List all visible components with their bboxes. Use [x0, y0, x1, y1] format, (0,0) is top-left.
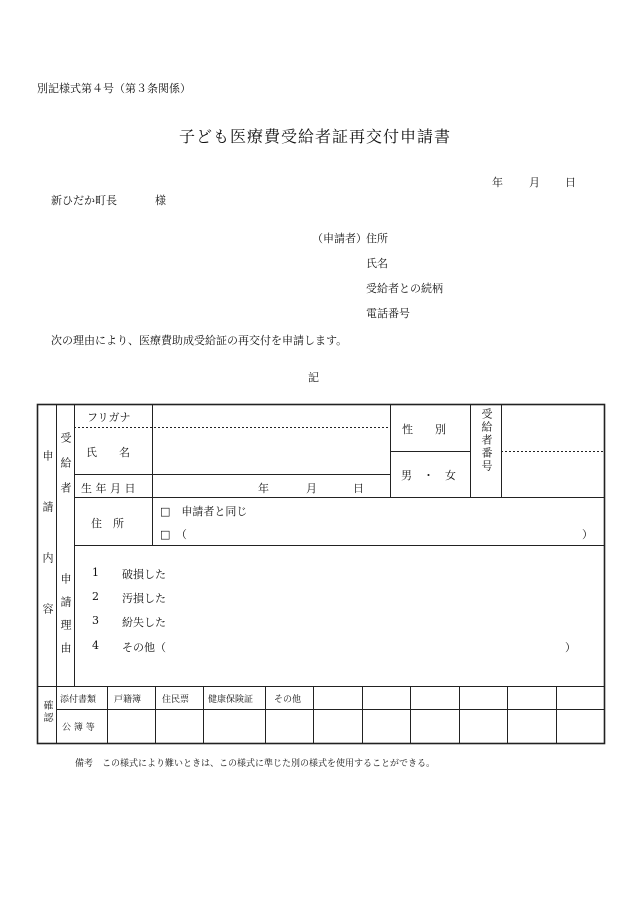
date-day-label: 日 — [565, 176, 576, 189]
birth-day-label: 日 — [353, 482, 364, 495]
reason-number: 2 — [92, 590, 99, 603]
side-label-shinsei-naiyo: 申請内容 — [41, 450, 54, 654]
addressee-honorific: 様 — [155, 194, 166, 207]
reason-close-paren: ） — [565, 641, 576, 654]
intro-text: 次の理由により、医療費助成受給証の再交付を申請します。 — [51, 334, 348, 347]
other-label: その他 — [274, 695, 302, 705]
koseki-label: 戸籍簿 — [114, 695, 142, 705]
sex-options[interactable]: 男 ・ 女 — [401, 469, 456, 482]
address-close-paren: ） — [582, 528, 593, 541]
kenko-label: 健康保険証 — [208, 695, 254, 705]
sex-label: 性 別 — [402, 423, 446, 436]
form-number: 別記様式第４号（第３条関係） — [37, 82, 191, 95]
birth-year-label: 年 — [258, 482, 269, 495]
date-month-label: 月 — [529, 176, 540, 189]
kobo-label: 公 簿 等 — [62, 723, 95, 733]
birthdate-label: 生 年 月 日 — [81, 482, 136, 495]
address-same-as-applicant-checkbox[interactable]: □ 申請者と同じ — [160, 505, 248, 518]
jumin-label: 住民票 — [162, 695, 190, 705]
reason-option[interactable]: 汚損した — [122, 592, 166, 605]
address-other-checkbox[interactable]: □ （ — [160, 528, 187, 541]
reason-option[interactable]: 破損した — [122, 568, 166, 581]
birth-month-label: 月 — [306, 482, 317, 495]
furigana-label: フリガナ — [87, 411, 131, 424]
ki-label: 記 — [308, 371, 319, 384]
applicant-relation-label: 受給者との続柄 — [366, 282, 443, 295]
name-label: 氏 名 — [86, 446, 130, 459]
remarks-note: 備考 この様式により難いときは、この様式に準じた別の様式を使用することができる。 — [75, 759, 436, 769]
reason-option[interactable]: 紛失した — [122, 616, 166, 629]
confirm-label: 確認 — [41, 700, 52, 724]
date-year-label: 年 — [492, 176, 503, 189]
applicant-address-label: 住所 — [366, 232, 388, 245]
applicant-phone-label: 電話番号 — [366, 307, 410, 320]
reason-number: 3 — [92, 614, 99, 627]
reason-number: 4 — [92, 639, 99, 652]
page-title: 子ども医療費受給者証再交付申請書 — [178, 127, 451, 146]
attach-docs-label: 添付書類 — [60, 695, 97, 705]
reason-option[interactable]: その他（ — [122, 641, 166, 654]
addressee: 新ひだか町長 — [51, 194, 117, 207]
reason-vertical-label: 申請理由 — [59, 573, 72, 665]
address-label: 住 所 — [91, 517, 124, 530]
recipient-vertical-label: 受給者 — [59, 432, 72, 507]
applicant-name-label: 氏名 — [366, 257, 388, 270]
applicant-tag: （申請者） — [312, 232, 367, 245]
reason-number: 1 — [92, 566, 99, 579]
recipient-number-label: 受給者番号 — [480, 408, 493, 473]
